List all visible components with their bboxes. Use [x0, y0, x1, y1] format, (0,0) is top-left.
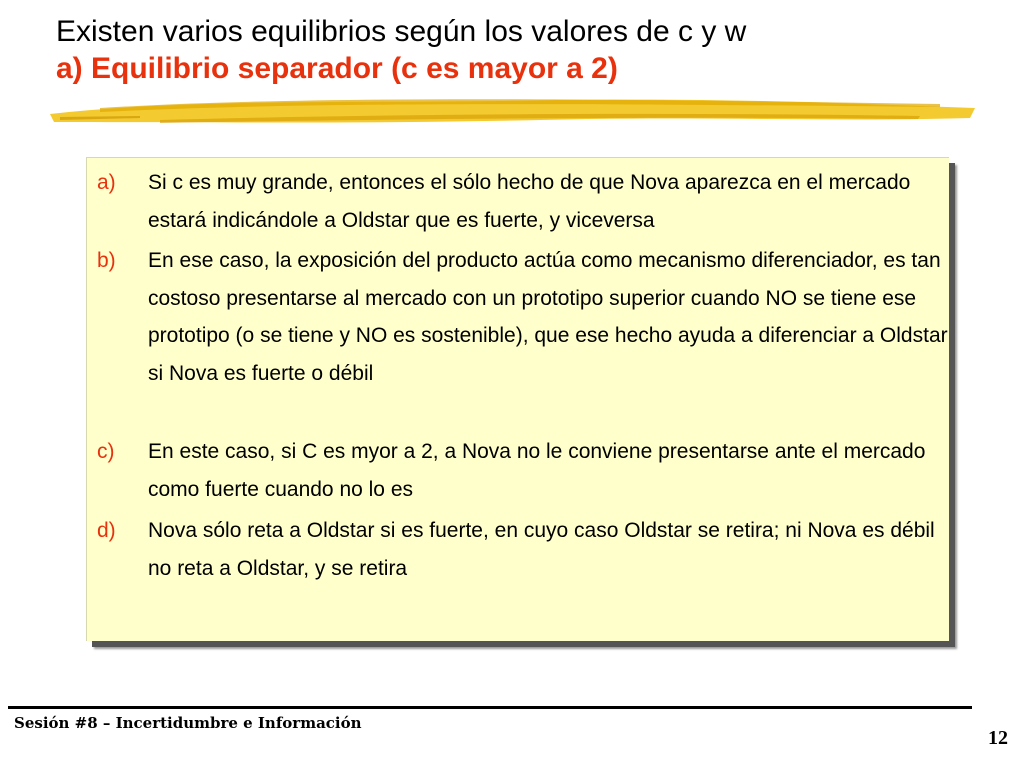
item-letter-b: b) [97, 249, 116, 272]
item-letter-c: c) [97, 440, 115, 463]
slide-title [56, 14, 996, 88]
item-letter-a: a) [97, 171, 116, 194]
title-line-1: Existen varios equilibrios según los valores de c y w [56, 15, 747, 48]
title-line-2: a) Equilibrio separador (c es mayor a 2) [56, 52, 618, 85]
item-text-a: Si c es muy grande, entonces el sólo hecho de que Nova aparezca en el mercado estará indicándole a Oldstar que es fuerte, y viceversa [148, 171, 911, 232]
item-text-b: En ese caso, la exposición del producto actúa como mecanismo diferenciador, es tan costoso presentarse al mercado con un prototipo superior cuando NO se tiene ese prototipo (o se tiene y NO es sostenible), que ese hecho ayuda a diferenciar a Oldstar si Nova es fuerte o débil [148, 249, 948, 385]
item-text-d: Nova sólo reta a Oldstar si es fuerte, en cuyo caso Oldstar se retira; ni Nova es débil no reta a Oldstar, y se retira [148, 519, 935, 580]
item-letter-d: d) [97, 519, 116, 542]
footer-divider [8, 706, 972, 709]
yellow-brush-stroke-decoration [40, 92, 980, 132]
footer-session-label: Sesión #8 – Incertidumbre e Información [14, 714, 362, 732]
page-number: 12 [988, 727, 1008, 749]
item-text-c: En este caso, si C es myor a 2, a Nova no le conviene presentarse ante el mercado como fuerte cuando no lo es [148, 440, 926, 501]
content-panel [86, 157, 949, 641]
